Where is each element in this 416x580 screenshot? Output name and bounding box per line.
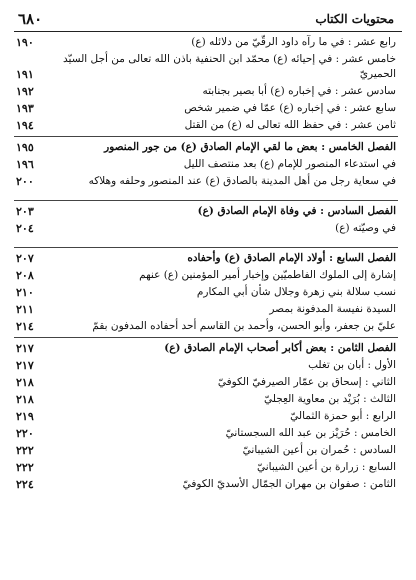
toc-entry-page-number: ١٩٦	[16, 158, 34, 171]
toc-entry-title: نسب سلالة بني زهرة وجلال شأن أبي المكارم	[196, 286, 396, 298]
toc-entry-page-number: ١٩٤	[16, 119, 34, 132]
toc-entry	[14, 68, 398, 81]
section-rule	[14, 136, 398, 137]
toc-entry-page-number: ١٩٥	[16, 141, 34, 154]
toc-entry	[14, 158, 398, 171]
toc-entry-page-number: ٢٠٣	[16, 205, 34, 218]
toc-entry-page-number: ٢١٧	[16, 342, 34, 355]
toc-entry-page-number: ٢٢٠	[16, 427, 34, 440]
toc-entry	[14, 376, 398, 389]
toc-entry-page-number: ٢١٧	[16, 359, 34, 372]
toc-entry-page-number: ١٩٣	[16, 102, 34, 115]
page-number: ٦٨٠	[18, 10, 43, 28]
toc-entry-title: الفصل السابع : أولاد الإمام الصادق (ع) وأحفاده	[187, 252, 396, 264]
toc-entry-page-number: ٢١١	[16, 303, 34, 316]
toc-entry-title: سابع عشر : في إخباره (ع) عمّا في ضمير شخص	[184, 102, 396, 114]
toc-entry	[14, 175, 398, 188]
toc-entry	[14, 102, 398, 115]
toc-chapter-heading	[14, 342, 398, 355]
toc-entry	[14, 119, 398, 132]
toc-entry-title: الحميريّ	[359, 68, 396, 80]
toc-entry-page-number: ١٩٢	[16, 85, 34, 98]
toc-entry-title: الثاني : إسحاق بن عمّار الصيرفيّ الكوفيّ	[217, 376, 396, 388]
toc-entry-page-number: ٢٠٤	[16, 222, 34, 235]
toc-entry	[14, 461, 398, 474]
toc-entry-title: عليّ بن جعفر، وأبو الحسن، وأحمد بن القاسم أحد أحفاده المدفون بقمّ	[92, 320, 396, 332]
toc-entry-page-number: ٢٢٢	[16, 461, 34, 474]
section-rule	[14, 200, 398, 201]
toc-entry	[14, 359, 398, 372]
toc-chapter-heading	[14, 141, 398, 154]
toc-entry-page-number: ٢٠٨	[16, 269, 34, 282]
toc-entry-page-number: ٢١٨	[16, 376, 34, 389]
toc-entry-title: سادس عشر : في إخباره (ع) أبا بصير بجنابته	[202, 85, 396, 97]
toc-chapter-heading	[14, 252, 398, 265]
toc-entry	[14, 36, 398, 49]
toc-entry	[14, 410, 398, 423]
toc-entry-title: ثامن عشر : في حفظ الله تعالى له (ع) من القتل	[184, 119, 396, 131]
toc-entry-page-number: ٢٢٤	[16, 478, 34, 491]
toc-entry-title: الفصل الثامن : بعض أكابر أصحاب الإمام الصادق (ع)	[164, 342, 396, 354]
toc-entry-title: رابع عشر : في ما رآه داود الرقّيّ من دلائله (ع)	[191, 36, 396, 48]
toc-entry	[14, 393, 398, 406]
toc-entry-title: السيدة نفيسة المدفونة بمصر	[269, 303, 396, 315]
toc-entry	[14, 222, 398, 235]
header-rule	[14, 31, 402, 32]
section-rule	[14, 337, 398, 338]
toc-entry-title: في سعاية رجل من أهل المدينة بالصادق (ع) عند المنصور وحلفه وهلاكه	[88, 175, 396, 187]
toc-entry-page-number: ٢١٠	[16, 286, 34, 299]
toc-entry-title: السادس : حُمران بن أعين الشيبانيّ	[242, 444, 396, 456]
toc-entry	[14, 53, 398, 66]
toc-entry-page-number: ٢١٩	[16, 410, 34, 423]
toc-entry-title: خامس عشر : في إحيائه (ع) محمّد ابن الحنفية باذن الله تعالى من أجل السيّد	[63, 53, 396, 65]
toc-entry	[14, 427, 398, 440]
toc-entry	[14, 286, 398, 299]
toc-chapter-heading	[14, 205, 398, 218]
toc-entry-title: الفصل السادس : في وفاة الإمام الصادق (ع)	[197, 205, 396, 217]
toc-entry-title: الثامن : صفوان بن مهران الجمّال الأسديّ الكوفيّ	[182, 478, 396, 490]
toc-entry-title: في وصيّته (ع)	[335, 222, 396, 234]
toc-entry	[14, 444, 398, 457]
toc-entry	[14, 303, 398, 316]
page-header	[14, 10, 402, 30]
toc-entry	[14, 269, 398, 282]
section-rule	[14, 247, 398, 248]
toc-entry-page-number: ١٩١	[16, 68, 34, 81]
running-title: محتويات الكتاب	[315, 12, 394, 26]
table-of-contents	[14, 36, 398, 493]
toc-entry-page-number: ٢٠٠	[16, 175, 34, 188]
toc-entry	[14, 320, 398, 333]
toc-entry-title: الخامس : حُرَيْز بن عبد الله السجستانيّ	[225, 427, 396, 439]
toc-entry-page-number: ٢٠٧	[16, 252, 34, 265]
toc-entry-page-number: ٢١٨	[16, 393, 34, 406]
toc-entry-title: السابع : زرارة بن أعين الشيبانيّ	[256, 461, 396, 473]
toc-entry-title: إشارة إلى الملوك الفاطميّين وإخبار أمير المؤمنين (ع) عنهم	[139, 269, 396, 281]
toc-entry-page-number: ٢١٤	[16, 320, 34, 333]
toc-entry	[14, 478, 398, 491]
toc-entry-page-number: ٢٢٢	[16, 444, 34, 457]
toc-entry-title: الثالث : بُرَيْد بن معاوية العِجليّ	[264, 393, 396, 405]
toc-entry-title: الأول : أبان بن تغلب	[308, 359, 396, 371]
toc-entry-title: في استدعاء المنصور للإمام (ع) بعد منتصف الليل	[183, 158, 396, 170]
toc-entry	[14, 85, 398, 98]
toc-entry-title: الفصل الخامس : بعض ما لقي الإمام الصادق (ع) من جور المنصور	[104, 141, 396, 153]
toc-entry-title: الرابع : أبو حمزة الثماليّ	[290, 410, 396, 422]
toc-entry-page-number: ١٩٠	[16, 36, 34, 49]
